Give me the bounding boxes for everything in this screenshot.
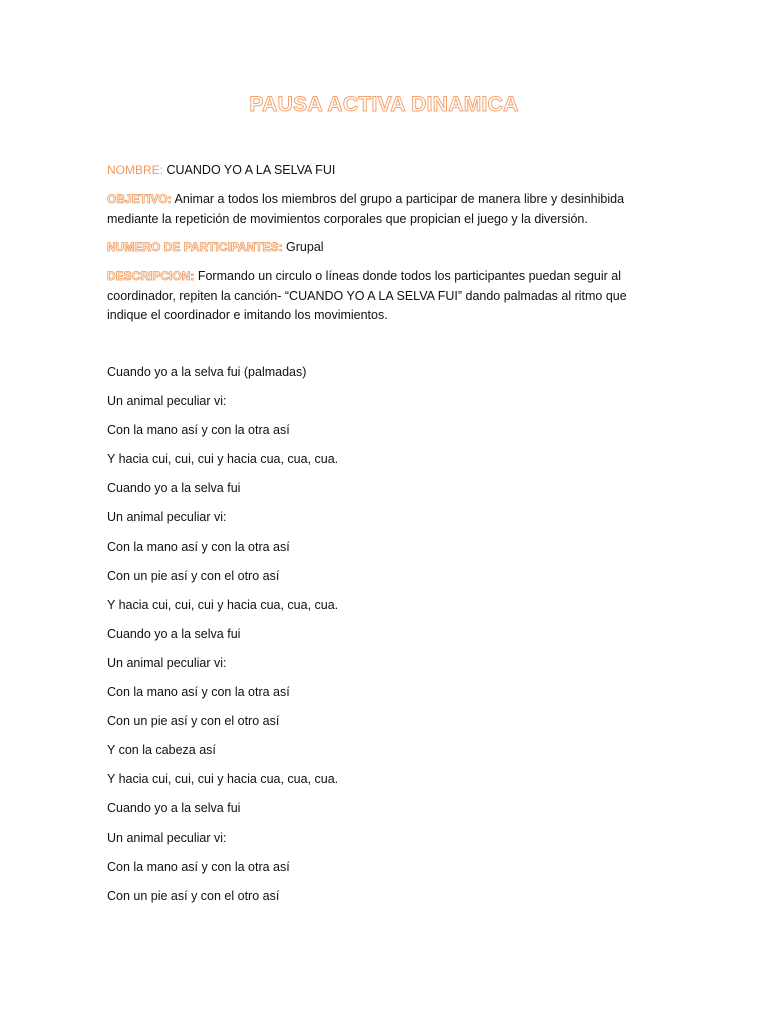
objetivo-value: Animar a todos los miembros del grupo a participar de manera libre y desinhibida mediante la repetición de movimientos corporales que propician el juego y la diversión. [107, 192, 625, 226]
lyric-line: Cuando yo a la selva fui [107, 481, 241, 496]
lyric-line: Un animal peculiar vi: [107, 655, 227, 670]
lyric-line: Un animal peculiar vi: [107, 394, 227, 409]
nombre-label: NOMBRE: [107, 163, 164, 177]
lyric-line: Con un pie así y con el otro así [107, 888, 280, 903]
lyric-line: Cuando yo a la selva fui [107, 626, 241, 641]
objetivo-label: OBJETIVO: [107, 192, 172, 206]
participantes-value: Grupal [286, 240, 324, 254]
document-title: PAUSA ACTIVA DINAMICA [249, 93, 519, 116]
nombre-line [107, 161, 647, 181]
lyric-line: Y hacia cui, cui, cui y hacia cua, cua, cua. [107, 772, 339, 787]
lyric-line: Un animal peculiar vi: [107, 830, 227, 845]
lyric-line: Cuando yo a la selva fui [107, 801, 241, 816]
descripcion-value: Formando un circulo o líneas donde todos los participantes puedan seguir al coordinador, repiten la canción- “CUANDO YO A LA SELVA FUI” dando palmadas al ritmo que indique el coordinador e imitando los movimientos. [107, 269, 627, 322]
lyric-line: Cuando yo a la selva fui (palmadas) [107, 365, 307, 379]
lyric-line: Con la mano así y con la otra así [107, 859, 290, 874]
lyric-line: Con la mano así y con la otra así [107, 539, 290, 554]
descripcion-paragraph [107, 267, 647, 326]
objetivo-paragraph [107, 190, 647, 229]
song-lyrics [107, 363, 338, 916]
lyric-line: Y con la cabeza así [107, 743, 216, 758]
lyric-line: Un animal peculiar vi: [107, 510, 227, 525]
nombre-value: CUANDO YO A LA SELVA FUI [166, 163, 336, 177]
participantes-line [107, 238, 647, 258]
descripcion-label: DESCRIPCION: [107, 269, 195, 283]
lyric-line: Con la mano así y con la otra así [107, 423, 290, 438]
lyric-line: Y hacia cui, cui, cui y hacia cua, cua, cua. [107, 452, 339, 467]
lyric-line: Y hacia cui, cui, cui y hacia cua, cua, cua. [107, 597, 339, 612]
lyric-line: Con la mano así y con la otra así [107, 685, 290, 700]
participantes-label: NUMERO DE PARTICIPANTES: [107, 240, 283, 254]
lyric-line: Con un pie así y con el otro así [107, 714, 280, 729]
lyric-line: Con un pie así y con el otro así [107, 568, 280, 583]
